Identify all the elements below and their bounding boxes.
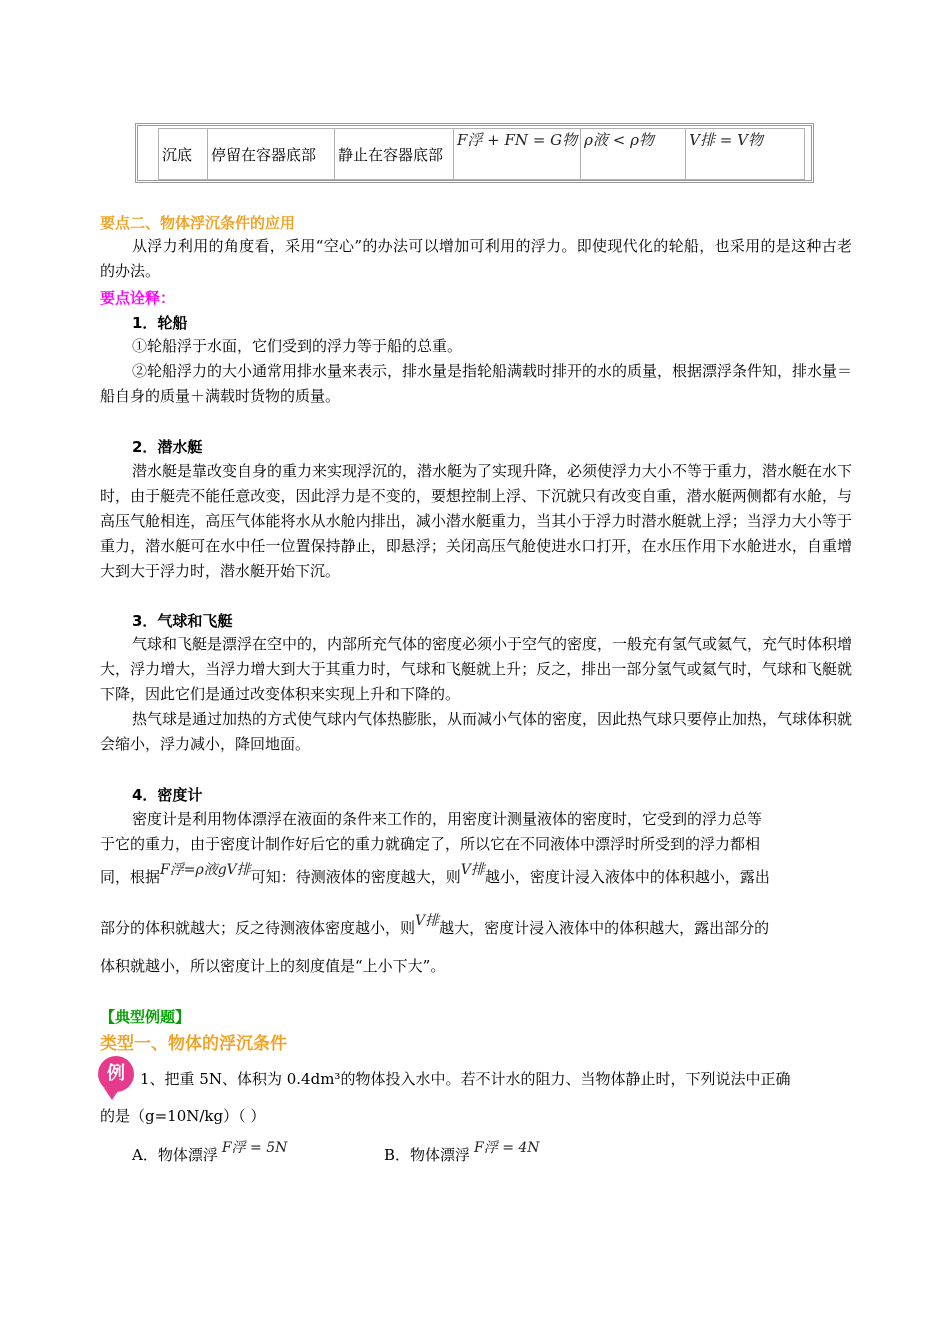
balloon-paragraph-2: 热气球是通过加热的方式使气球内气体热膨胀，从而减小气体的密度，因此热气球只要停止加热，气球体积就会缩小，浮力减小，降回地面。 xyxy=(100,710,853,753)
option-a[interactable] xyxy=(132,1140,288,1165)
ship-paragraph-1: ①轮船浮于水面，它们受到的浮力等于船的总重。 xyxy=(132,337,463,355)
option-a-formula: F浮 = 5N xyxy=(221,1140,288,1156)
table-cell-volume-formula: V排 = V物 xyxy=(686,129,805,180)
ship-paragraph-2: ②轮船浮力的大小通常用排水量来表示，排水量是指轮船满载时排开的水的质量，根据漂浮条件知，排水量＝船自身的质量＋满载时货物的质量。 xyxy=(100,362,853,405)
table-cell-state: 沉底 xyxy=(159,129,208,180)
table-cell-force-formula: F浮 + FN = G物 xyxy=(454,129,581,180)
hydrometer-text: 同，根据 xyxy=(100,868,161,886)
submarine-paragraph: 潜水艇是靠改变自身的重力来实现浮沉的，潜水艇为了实现升降，必须使浮力大小不等于重力，潜水艇在水下时，由于艇壳不能任意改变，因此浮力是不变的，要想控制上浮、下沉就只有改变自重，潜水艇两侧都有水舱，与高压气舱相连，高压气体能将水从水舱内排出，减小潜水艇重力，当其小于浮力时潜水艇就上浮；当浮力大小等于重力，潜水艇可在水中任一位置保持静止，即悬浮；关闭高压气舱使进水口打开，在水压作用下水舱进水，自重增大到大于浮力时，潜水艇开始下沉。 xyxy=(100,462,853,580)
table-cell-density-formula: ρ液 < ρ物 xyxy=(581,129,686,180)
balloon-paragraph-1: 气球和飞艇是漂浮在空中的，内部所充气体的密度必须小于空气的密度，一般充有氢气或氦气，充气时体积增大，浮力增大，当浮力增大到大于其重力时，气球和飞艇就上升；反之，排出一部分氢气或氦气时，气球和飞艇就下降，因此它们是通过改变体积来实现上升和下降的。 xyxy=(100,635,853,703)
table-row xyxy=(159,129,805,180)
hydrometer-title: 4．密度计 xyxy=(132,786,203,804)
example-badge: 例 xyxy=(98,1056,134,1092)
displaced-volume-symbol: V排 xyxy=(460,862,485,878)
hydrometer-line-5: 体积就越小，所以密度计上的刻度值是“上小下大”。 xyxy=(100,957,446,975)
option-b-label: B．物体漂浮 xyxy=(384,1146,471,1164)
intro-paragraph: 从浮力利用的角度看，采用“空心”的办法可以增加可利用的浮力。即使现代化的轮船，也采用的是这种古老的办法。 xyxy=(100,237,852,280)
note-heading: 要点诠释： xyxy=(100,289,176,307)
option-a-label: A．物体漂浮 xyxy=(132,1146,218,1164)
displaced-volume-symbol: V排 xyxy=(415,913,440,929)
question-line-2: 的是（g=10N/kg）（ ） xyxy=(100,1107,266,1125)
hydrometer-text: 越小，密度计浸入液体中的体积越小，露出 xyxy=(484,868,770,886)
hydrometer-line-2: 于它的重力，由于密度计制作好后它的重力就确定了，所以它在不同液体中漂浮时所受到的浮力都相 xyxy=(100,835,761,853)
hydrometer-line-4 xyxy=(100,913,770,938)
balloon-title: 3．气球和飞艇 xyxy=(132,612,233,630)
hydrometer-line-3 xyxy=(100,862,770,887)
submarine-title: 2．潜水艇 xyxy=(132,438,203,456)
buoyancy-formula: F浮=ρ液gV排 xyxy=(160,862,251,878)
examples-heading: 【典型例题】 xyxy=(100,1008,191,1026)
hydrometer-text: 部分的体积就越大；反之待测液体密度越小，则 xyxy=(100,919,416,937)
hydrometer-line-1: 密度计是利用物体漂浮在液面的条件来工作的，用密度计测量液体的密度时，它受到的浮力总等 xyxy=(132,810,763,828)
table-cell-motion: 静止在容器底部 xyxy=(335,129,454,180)
type-heading: 类型一、物体的浮沉条件 xyxy=(100,1034,287,1054)
section-heading: 要点二、物体浮沉条件的应用 xyxy=(100,214,296,232)
ship-title: 1．轮船 xyxy=(132,314,188,332)
option-b-formula: F浮 = 4N xyxy=(474,1140,540,1156)
question-line-1: 1、把重 5N、体积为 0.4dm³的物体投入水中。若不计水的阻力、当物体静止时，下列说法中正确 xyxy=(140,1070,791,1088)
table-cell-position: 停留在容器底部 xyxy=(208,129,335,180)
option-b[interactable] xyxy=(384,1140,540,1165)
hydrometer-text: 可知：待测液体的密度越大，则 xyxy=(250,868,461,886)
buoyancy-table xyxy=(135,123,814,183)
hydrometer-text: 越大，密度计浸入液体中的体积越大，露出部分的 xyxy=(439,919,770,937)
